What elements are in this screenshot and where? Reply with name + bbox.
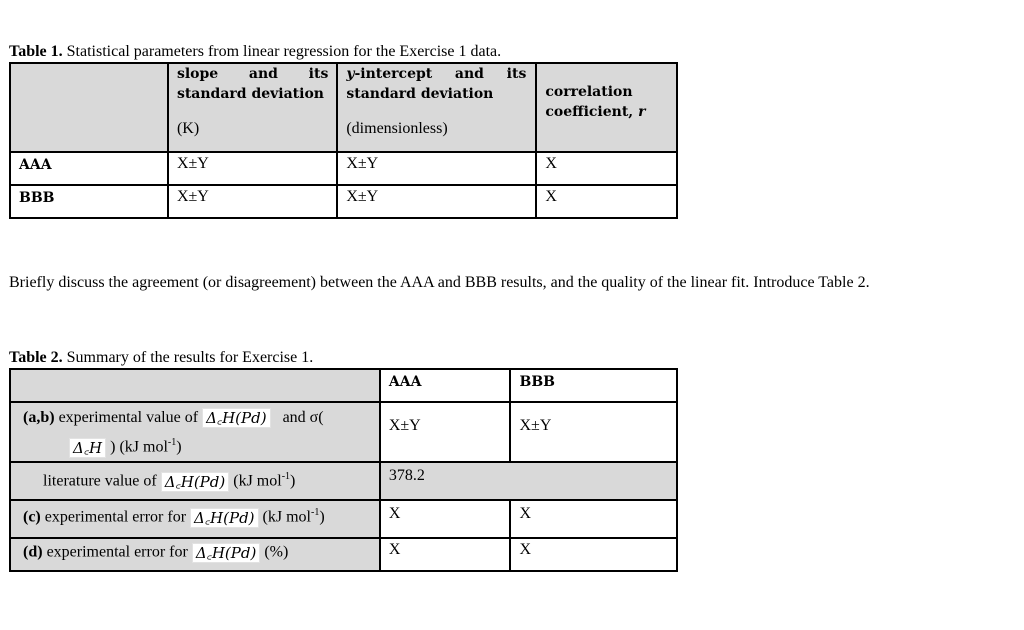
table2-caption bbox=[9, 349, 313, 367]
table2-header-blank bbox=[10, 369, 380, 402]
enthalpy-short-equation-image: Δ꜀H bbox=[69, 438, 106, 458]
aaa-experimental-error-abs: X bbox=[380, 500, 511, 538]
row-label-aaa: AAA bbox=[10, 152, 168, 185]
row-experimental-error-pct: (d) experimental error for Δ꜀H(Pd) (%) bbox=[10, 538, 380, 571]
table1-header-slope: slope and its standard deviation (K) bbox=[168, 63, 337, 152]
table2-header-row bbox=[10, 369, 677, 402]
table-row bbox=[10, 462, 677, 500]
table2-caption-text: Summary of the results for Exercise 1. bbox=[62, 349, 314, 366]
table1-caption-label: Table 1. bbox=[9, 43, 63, 60]
col-header-aaa: AAA bbox=[380, 369, 511, 402]
aaa-correlation: X bbox=[536, 152, 677, 185]
row-literature-value: literature value of Δ꜀H(Pd) (kJ mol$^{-1}$) bbox=[10, 462, 380, 500]
bbb-intercept: X±Y bbox=[337, 185, 536, 218]
table-row bbox=[10, 152, 677, 185]
aaa-experimental-value: X±Y bbox=[380, 402, 511, 462]
table-row bbox=[10, 500, 677, 538]
row-experimental-value: (a,b) experimental value of Δ꜀H(Pd) and σ( Δ꜀H ) (kJ mol$^{-1}$) bbox=[10, 402, 380, 462]
enthalpy-equation-image: Δ꜀H(Pd) bbox=[192, 543, 261, 563]
row-experimental-error-abs: (c) experimental error for Δ꜀H(Pd) (kJ mol$^{-1}$) bbox=[10, 500, 380, 538]
table1-header-blank bbox=[10, 63, 168, 152]
aaa-slope: X±Y bbox=[168, 152, 337, 185]
table1-header-row bbox=[10, 63, 677, 152]
table2-caption-label: Table 2. bbox=[9, 349, 63, 366]
enthalpy-equation-image: Δ꜀H(Pd) bbox=[190, 508, 259, 528]
regression-table bbox=[9, 62, 678, 219]
row-label-bbb: BBB bbox=[10, 185, 168, 218]
table1-caption-text: Statistical parameters from linear regression for the Exercise 1 data. bbox=[62, 43, 502, 60]
enthalpy-equation-image: Δ꜀H(Pd) bbox=[161, 472, 230, 492]
literature-value: 378.2 bbox=[380, 462, 677, 500]
col-header-bbb: BBB bbox=[510, 369, 677, 402]
table-row bbox=[10, 402, 677, 462]
bbb-correlation: X bbox=[536, 185, 677, 218]
summary-table bbox=[9, 368, 678, 572]
discussion-paragraph: Briefly discuss the agreement (or disagreement) between the AAA and BBB results, and the quality of the linear fit. Introduce Table 2. bbox=[9, 274, 870, 291]
bbb-slope: X±Y bbox=[168, 185, 337, 218]
bbb-experimental-error-abs: X bbox=[510, 500, 677, 538]
table-row bbox=[10, 185, 677, 218]
bbb-experimental-error-pct: X bbox=[510, 538, 677, 571]
table1-header-correlation: correlation coefficient, r bbox=[536, 63, 677, 152]
table1-header-intercept: y-intercept and its standard deviation (dimensionless) bbox=[337, 63, 536, 152]
aaa-intercept: X±Y bbox=[337, 152, 536, 185]
enthalpy-equation-image: Δ꜀H(Pd) bbox=[202, 408, 271, 428]
table-row bbox=[10, 538, 677, 571]
bbb-experimental-value: X±Y bbox=[510, 402, 677, 462]
table1-caption bbox=[9, 43, 501, 61]
aaa-experimental-error-pct: X bbox=[380, 538, 511, 571]
